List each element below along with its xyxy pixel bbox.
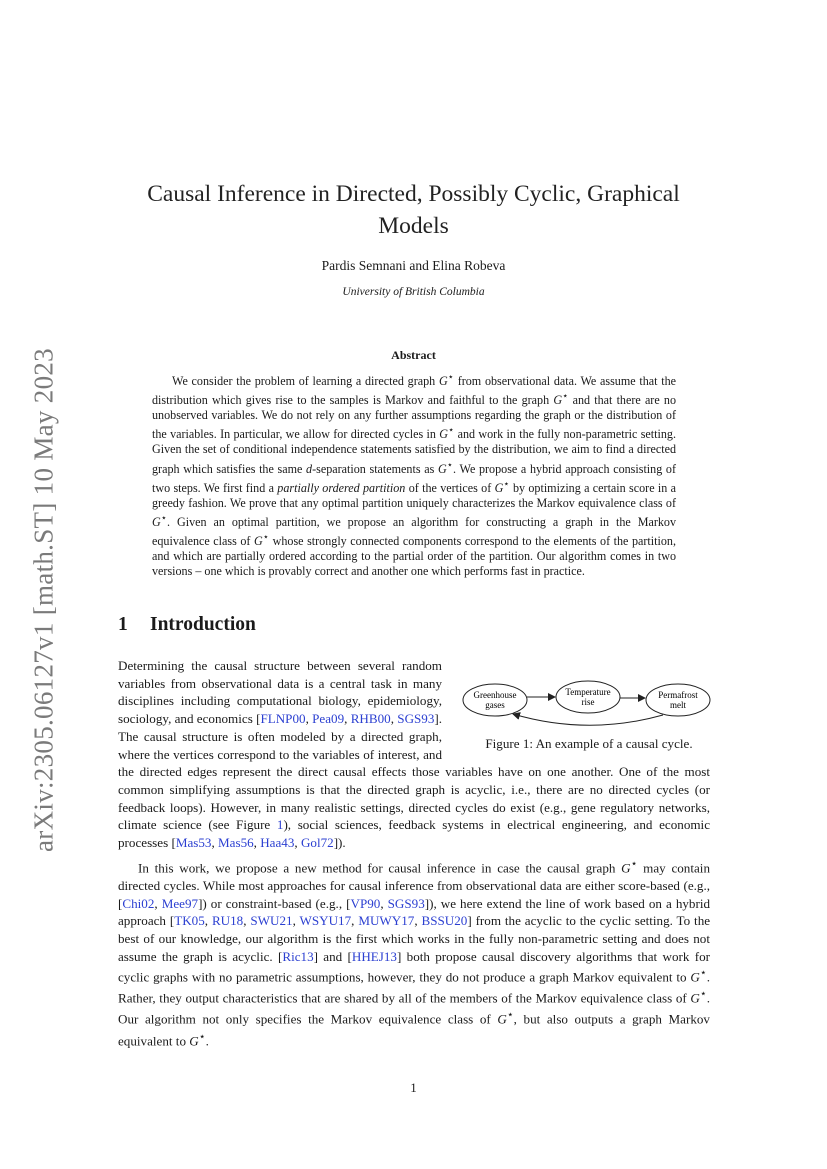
figure-caption: Figure 1: An example of a causal cycle. <box>485 736 693 751</box>
node-label: Greenhouse <box>473 690 517 700</box>
causal-cycle-diagram <box>458 670 720 730</box>
node-label: rise <box>581 697 595 707</box>
citation[interactable]: WSYU17 <box>299 913 352 929</box>
node-label: melt <box>670 700 686 710</box>
arxiv-identifier: arXiv:2305.06127v1 [math.ST] 10 May 2023 <box>28 348 59 852</box>
citation[interactable]: FLNP00 <box>260 711 306 727</box>
affiliation: University of British Columbia <box>342 286 485 298</box>
citation[interactable]: SGS93 <box>387 895 425 911</box>
citation[interactable]: SWU21 <box>250 913 293 929</box>
citation[interactable]: Pea09 <box>312 711 345 727</box>
citation[interactable]: Mee97 <box>161 895 199 911</box>
citation[interactable]: Mas53 <box>175 835 212 851</box>
citation[interactable]: RHB00 <box>350 711 391 727</box>
page-number: 1 <box>410 1080 417 1095</box>
citation[interactable]: SGS93 <box>397 711 435 727</box>
citation[interactable]: MUWY17 <box>358 913 415 929</box>
citation[interactable]: BSSU20 <box>421 913 468 929</box>
citation[interactable]: Ric13 <box>282 948 314 964</box>
citation[interactable]: VP90 <box>350 895 381 911</box>
citation[interactable]: RU18 <box>211 913 244 929</box>
citation[interactable]: Gol72 <box>300 835 334 851</box>
figure-causal-cycle <box>458 670 720 770</box>
paragraph-1: Determining the causal structure between several random variables from observational data is a central task in many disciplines including computational biology, epidemiology, sociology, and economics [FLNP00, Pea09, RHB00, SGS93]. The causal structure is often modeled by a directed graph, where the vertices correspond to the variables of interest, and the directed edges represent the direct causal effects those variables have on one another. One of the most common simplifying assumptions is that the directed graph is acyclic, i.e., there are no directed cycles (or feedback loops). However, in many realistic settings, directed cycles do exist (e.g., gene regulatory networks, climate science (see Figure 1), social sciences, feedback systems in electrical engineering, and economic processes [Mas53, Mas56, Haa43, Gol72]). <box>118 658 710 851</box>
node-label: gases <box>485 700 505 710</box>
citation[interactable]: TK05 <box>174 913 205 929</box>
paper-title: Causal Inference in Directed, Possibly Cyclic, Graphical Models <box>147 181 680 239</box>
node-label: Temperature <box>565 687 611 697</box>
section-heading: 1 Introduction <box>118 614 256 635</box>
authors: Pardis Semnani and Elina Robeva <box>321 258 506 273</box>
paragraph-2: In this work, we propose a new method for causal inference in case the causal graph G⋆ may contain directed cycles. While most approaches for causal inference from observational data are either score-based (e.g., [Chi02, Mee97]) or constraint-based (e.g., [VP90, SGS93]), we here extend the line of work based on a hybrid approach [TK05, RU18, SWU21, WSYU17, MUWY17, BSSU20] from the acyclic to the cyclic setting. To the best of our knowledge, our algorithm is the first which works in the fully non-parametric setting and does not assume the graph is acyclic. [Ric13] and [HHEJ13] both propose causal discovery algorithms that work for cyclic graphs with no parametric assumptions, however, they do not produce a graph Markov equivalent to G⋆. Rather, they output characteristics that are shared by all of the members of the Markov equivalence class of G⋆. Our algorithm not only specifies the Markov equivalence class of G⋆, but also outputs a graph Markov equivalent to G⋆. <box>118 857 711 1048</box>
abstract-heading: Abstract <box>391 348 436 362</box>
citation[interactable]: Mas56 <box>218 835 254 851</box>
citation[interactable]: Chi02 <box>122 895 155 911</box>
citation[interactable]: HHEJ13 <box>351 948 397 964</box>
abstract-body: We consider the problem of learning a directed graph G⋆ from observational data. We assume that the distribution which gives rise to the samples is Markov and faithful to the graph G⋆ and that there are no unobserved variables. We do not rely on any further assumptions regarding the graph or the distribution of the variables. In particular, we allow for directed cycles in G⋆ and work in the fully non-parametric setting. Given the set of conditional independence statements satisfied by the distribution, we aim to find a directed graph which satisfies the same d-separation statements as G⋆. We propose a hybrid approach consisting of two steps. We first find a partially ordered partition of the vertices of G⋆ by optimizing a certain score in a greedy fashion. We prove that any optimal partition uniquely characterizes the Markov equivalence class of G⋆. Given an optimal partition, we propose an algorithm for constructing a graph in the Markov equivalence class of G⋆ whose strongly connected components correspond to the elements of the partition, and which are partially ordered according to the partial order of the partition. Our algorithm comes in two versions – one which is provably correct and another one which performs fast in practice. <box>152 372 677 579</box>
node-label: Permafrost <box>658 690 698 700</box>
citation[interactable]: Haa43 <box>260 835 295 851</box>
edge-permafrost-to-gases <box>513 714 663 725</box>
figure-reference[interactable]: 1 <box>276 817 284 833</box>
